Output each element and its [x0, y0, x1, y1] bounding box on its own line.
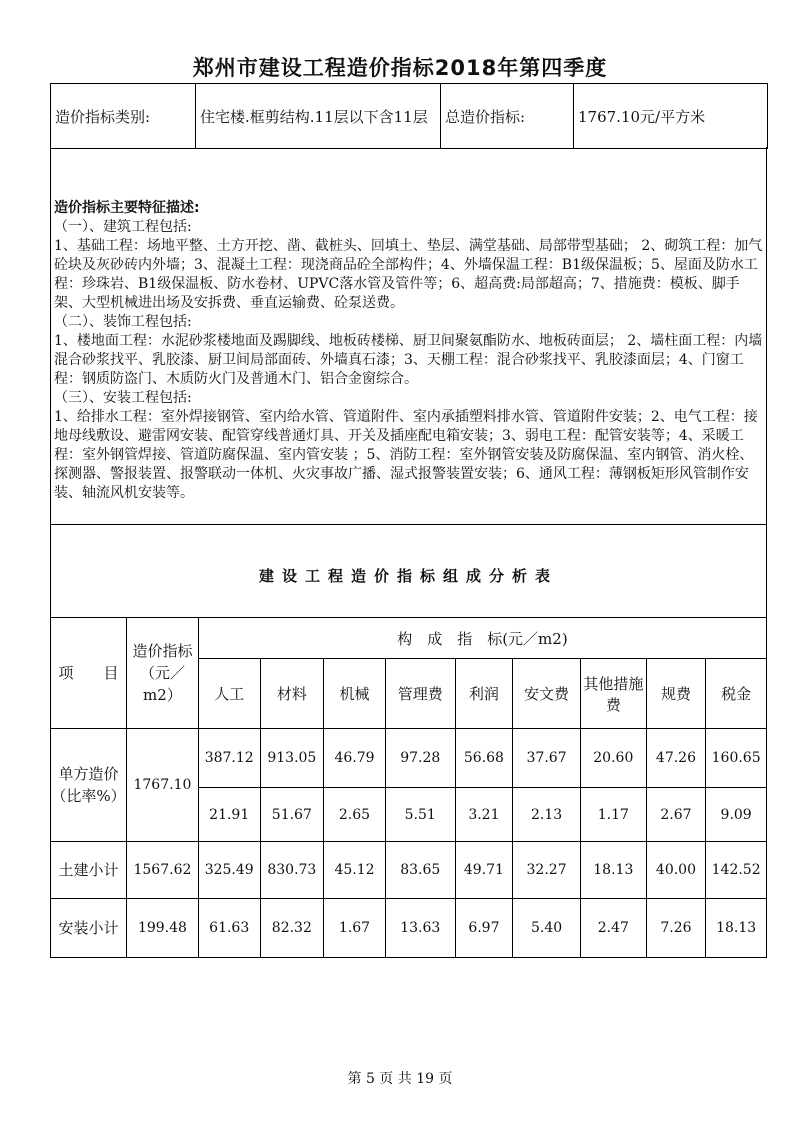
table-cell: 9.09 [706, 788, 767, 842]
table-cell: 830.73 [260, 842, 324, 899]
analysis-title: 建设工程造价指标组成分析表 [258, 567, 558, 585]
table-cell: 45.12 [324, 842, 386, 899]
table-cell: 6.97 [455, 899, 513, 958]
civil-index: 1567.62 [127, 842, 199, 899]
category-label: 造价指标类别: [51, 84, 196, 149]
unit-index: 1767.10 [127, 729, 199, 842]
column-header: 规费 [646, 659, 706, 729]
table-cell: 387.12 [198, 729, 260, 788]
total-value: 1767.10元/平方米 [574, 84, 768, 149]
table-cell: 2.13 [513, 788, 581, 842]
table-cell: 2.47 [580, 899, 646, 958]
unit-row-label: 单方造价（比率%） [51, 729, 127, 842]
table-cell: 51.67 [260, 788, 324, 842]
table-cell: 7.26 [646, 899, 706, 958]
table-cell: 82.32 [260, 899, 324, 958]
table-cell: 1.67 [324, 899, 386, 958]
item-header: 项 目 [51, 618, 127, 729]
table-cell: 160.65 [706, 729, 767, 788]
column-header: 税金 [706, 659, 767, 729]
description-line: （三）、安装工程包括: [54, 390, 192, 406]
table-cell: 56.68 [455, 729, 513, 788]
table-cell: 21.91 [198, 788, 260, 842]
page-footer: 第 5 页 共 19 页 [347, 1071, 453, 1087]
civil-row-label: 土建小计 [51, 842, 127, 899]
table-cell: 5.40 [513, 899, 581, 958]
composition-header: 构 成 指 标(元／m2) [198, 618, 766, 659]
description-line: 1、基础工程：场地平整、土方开挖、凿、截桩头、回填土、垫层、满堂基础、局部带型基础； 2、砌筑工程：加气砼块及灰砂砖内外墙；3、混凝土工程：现浇商品砼全部构件；4、外墙保温工程：B1级保温板；5、屋面及防水工程：珍珠岩、B1级保温板、防水卷材、UPVC落水管及管件等；6、超高费:局部超高；7、措施费：模板、脚手架、大型机械进出场及安拆费、垂直运输费、砼泵送费。 [54, 238, 763, 311]
index-header: 造价指标（元／m2） [127, 618, 199, 729]
table-cell: 47.26 [646, 729, 706, 788]
table-cell: 142.52 [706, 842, 767, 899]
table-cell: 97.28 [385, 729, 455, 788]
total-label: 总造价指标: [441, 84, 574, 149]
column-header: 机械 [324, 659, 386, 729]
table-cell: 20.60 [580, 729, 646, 788]
column-header: 利润 [455, 659, 513, 729]
table-cell: 913.05 [260, 729, 324, 788]
description-heading: 造价指标主要特征描述: [54, 200, 200, 216]
cost-composition-table [50, 617, 767, 958]
column-header: 管理费 [385, 659, 455, 729]
table-cell: 2.65 [324, 788, 386, 842]
page-title: 郑州市建设工程造价指标2018年第四季度 [192, 56, 608, 80]
table-cell: 40.00 [646, 842, 706, 899]
column-header: 人工 [198, 659, 260, 729]
install-index: 199.48 [127, 899, 199, 958]
table-cell: 32.27 [513, 842, 581, 899]
table-cell: 83.65 [385, 842, 455, 899]
table-cell: 13.63 [385, 899, 455, 958]
table-cell: 46.79 [324, 729, 386, 788]
table-cell: 325.49 [198, 842, 260, 899]
summary-header-table [50, 83, 768, 149]
install-row-label: 安装小计 [51, 899, 127, 958]
column-header: 其他措施费 [580, 659, 646, 729]
table-cell: 2.67 [646, 788, 706, 842]
column-header: 安文费 [513, 659, 581, 729]
category-value: 住宅楼.框剪结构.11层以下含11层 [196, 84, 441, 149]
description-line: （二）、装饰工程包括: [54, 314, 192, 330]
table-cell: 18.13 [580, 842, 646, 899]
table-cell: 1.17 [580, 788, 646, 842]
description-line: （一）、建筑工程包括: [54, 219, 192, 235]
feature-description-section [50, 147, 767, 524]
description-line: 1、楼地面工程：水泥砂浆楼地面及踢脚线、地板砖楼梯、厨卫间聚氨酯防水、地板砖面层； 2、墙柱面工程：内墙混合砂浆找平、乳胶漆、厨卫间局部面砖、外墙真石漆；3、天棚工程：混合砂浆找平、乳胶漆面层；4、门窗工程：钢质防盗门、木质防火门及普通木门、铝合金窗综合。 [54, 333, 763, 387]
analysis-title-section [50, 524, 767, 618]
description-line: 1、给排水工程：室外焊接钢管、室内给水管、管道附件、室内承插塑料排水管、管道附件安装；2、电气工程：接地母线敷设、避雷网安装、配管穿线普通灯具、开关及插座配电箱安装；3、弱电工程：配管安装等；4、采暖工程：室外钢管焊接、管道防腐保温、室内管安装 ；5、消防工程：室外钢管安装及防腐保温、室内钢管、消火栓、探测器、警报装置、报警联动一体机、火灾事故广播、湿式报警装置安装；6、通风工程：薄钢板矩形风管制作安装、轴流风机安装等。 [54, 409, 758, 501]
table-cell: 18.13 [706, 899, 767, 958]
table-cell: 61.63 [198, 899, 260, 958]
table-cell: 5.51 [385, 788, 455, 842]
table-cell: 49.71 [455, 842, 513, 899]
column-header: 材料 [260, 659, 324, 729]
table-cell: 37.67 [513, 729, 581, 788]
table-cell: 3.21 [455, 788, 513, 842]
